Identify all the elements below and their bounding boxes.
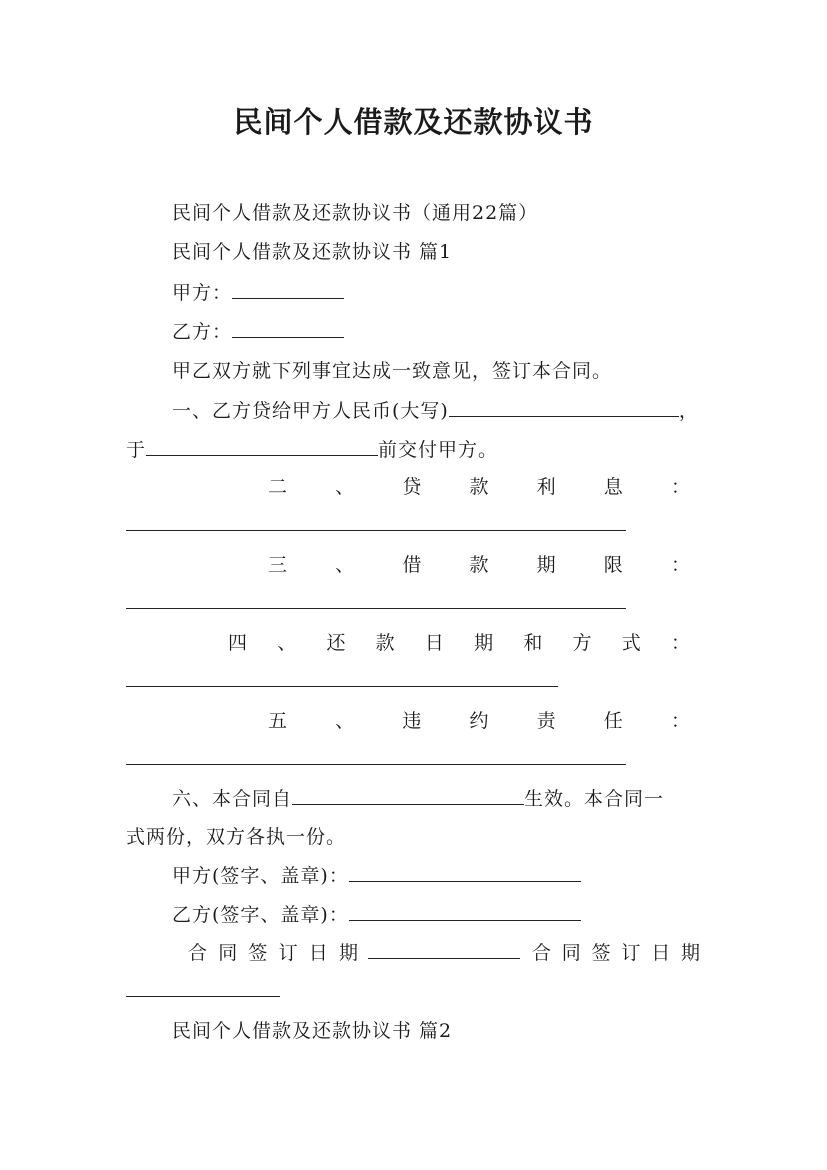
date-char: 签 [591,942,611,964]
document-title: 民间个人借款及还款协议书 [233,105,594,139]
date-char: 同 [218,942,238,964]
sign-a-blank[interactable] [349,863,581,882]
date-blank-1[interactable] [368,958,520,959]
clause3-char: 期 [536,554,556,576]
clause1-comma: ， [678,400,699,422]
clause4-char: 、 [277,632,297,654]
clause6-start: 六、本合同自 [172,788,293,810]
delivery-date-blank[interactable] [146,437,378,456]
date-label-1 [188,938,358,965]
clause6-line1 [172,784,664,811]
clause2-char: ： [670,476,690,498]
date-blank-2[interactable] [126,996,280,997]
clause2-char: 贷 [402,476,422,498]
date-char: 日 [651,942,671,964]
clause4-char: 式 [621,632,641,654]
clause2-char: 利 [536,476,556,498]
clause5-char: 责 [536,710,556,732]
clause5-char: 五 [268,710,288,732]
party-a-line [172,278,344,305]
date-label-2 [532,938,700,965]
clause2-char: 二 [268,476,288,498]
part2-heading: 民间个人借款及还款协议书 篇2 [172,1020,453,1042]
clause5-char: 、 [335,710,355,732]
clause3-char: 借 [402,554,422,576]
date-char: 期 [338,942,358,964]
breach-blank[interactable] [126,764,626,765]
clause4-char: 款 [375,632,395,654]
loan-amount-blank[interactable] [449,398,679,417]
date-char: 签 [248,942,268,964]
clause2-char: 、 [335,476,355,498]
loan-term-blank[interactable] [126,608,626,609]
part1-heading: 民间个人借款及还款协议书 篇1 [172,241,453,263]
sign-b-label: 乙方(签字、盖章)： [172,904,349,926]
clause4-char: ： [670,632,690,654]
clause5-char: 任 [603,710,623,732]
clause4-char: 还 [326,632,346,654]
party-b-label: 乙方： [172,321,233,343]
clause3-heading [268,550,690,577]
clause4-char: 和 [523,632,543,654]
party-a-blank[interactable] [232,280,344,299]
party-b-line [172,317,344,344]
clause4-heading [228,628,690,655]
clause3-char: 款 [469,554,489,576]
clause6-end: 式两份，双方各执一份。 [126,826,347,848]
clause4-char: 四 [228,632,248,654]
party-b-blank[interactable] [232,319,344,338]
document-subtitle: 民间个人借款及还款协议书（通用22篇） [172,202,539,224]
clause4-char: 期 [474,632,494,654]
clause3-char: ： [670,554,690,576]
clause1-yu: 于 [126,439,147,461]
sign-a-line [172,861,581,888]
clause5-char: 违 [402,710,422,732]
clause5-char: 约 [469,710,489,732]
party-a-label: 甲方： [172,282,233,304]
date-char: 订 [621,942,641,964]
clause4-char: 方 [572,632,592,654]
date-char: 订 [278,942,298,964]
sign-b-line [172,900,581,927]
sign-a-label: 甲方(签字、盖章)： [172,865,349,887]
date-char: 合 [188,942,208,964]
date-char: 合 [532,942,552,964]
clause3-char: 三 [268,554,288,576]
clause6-mid: 生效。本合同一 [524,788,665,810]
date-char: 同 [561,942,581,964]
interest-blank[interactable] [126,530,626,531]
clause3-char: 、 [335,554,355,576]
clause5-char: ： [670,710,690,732]
repayment-blank[interactable] [126,686,558,687]
clause2-heading [268,472,690,499]
clause1-start: 一、乙方贷给甲方人民币(大写) [172,400,449,422]
sign-b-blank[interactable] [349,902,581,921]
clause2-char: 息 [603,476,623,498]
clause1-end: 前交付甲方。 [378,439,499,461]
date-char: 期 [680,942,700,964]
clause4-char: 日 [424,632,444,654]
clause5-heading [268,706,690,733]
clause1-line1 [172,396,699,423]
date-char: 日 [308,942,328,964]
agreement-intro: 甲乙双方就下列事宜达成一致意见，签订本合同。 [172,360,613,382]
clause3-char: 限 [603,554,623,576]
clause2-char: 款 [469,476,489,498]
effective-date-blank[interactable] [292,786,524,805]
clause1-line2 [126,435,498,462]
